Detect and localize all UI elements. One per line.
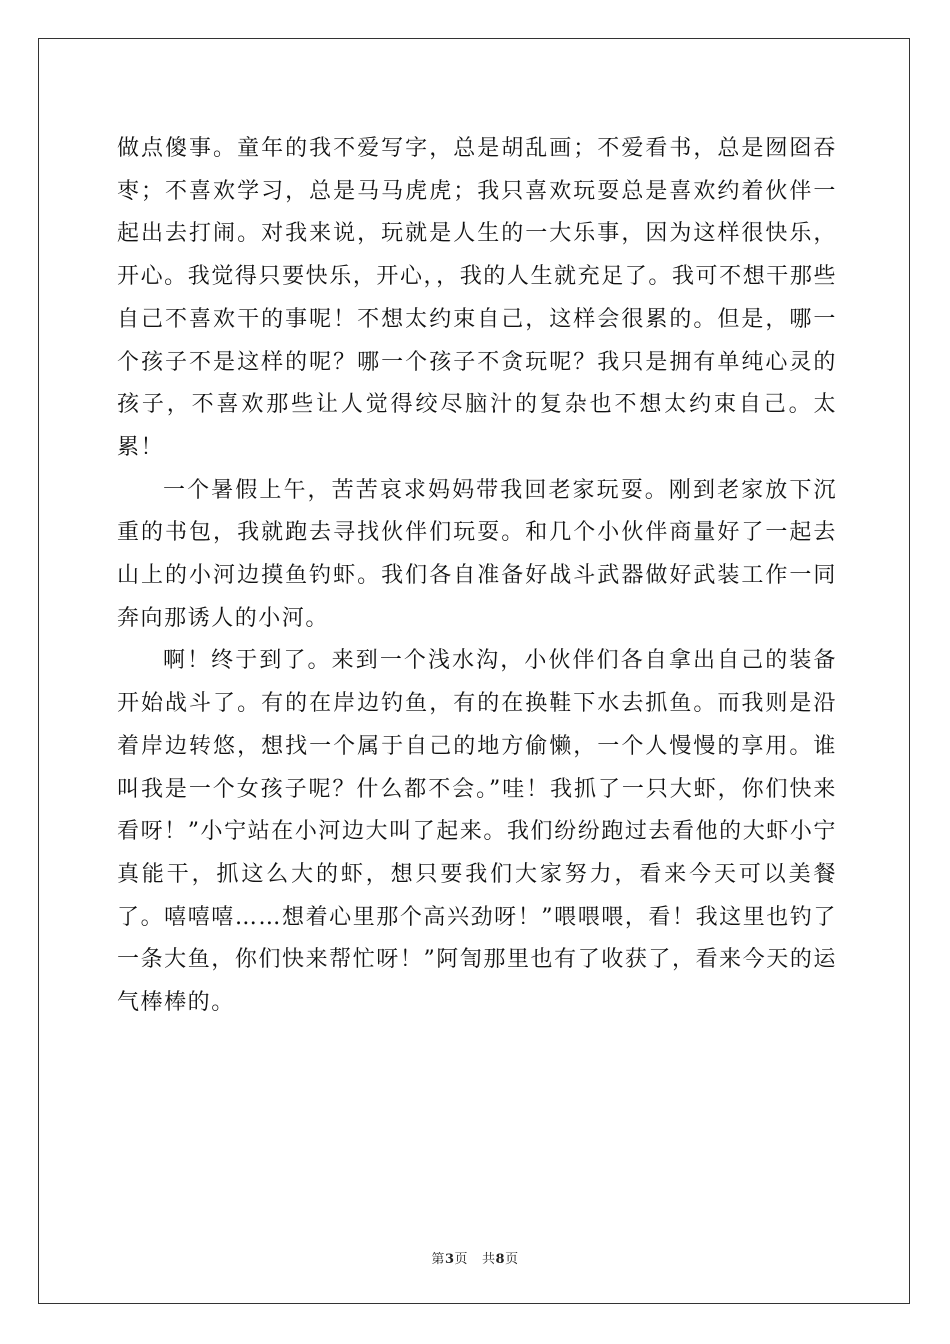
paragraph-3: 啊！终于到了。来到一个浅水沟，小伙伴们各自拿出自己的装备开始战斗了。有的在岸边钓鱼，有的在换鞋下水去抓鱼。而我则是沿着岸边转悠，想找一个属于自己的地方偷懒，一个人慢慢的享用。谁叫我是一个女孩子呢？什么都不会。”哇！我抓了一只大虾，你们快来看呀！”小宁站在小河边大叫了起来。我们纷纷跑过去看他的大虾小宁真能干，抓这么大的虾，想只要我们大家努力，看来今天可以美餐了。嘻嘻嘻……想着心里那个高兴劲呀！”喂喂喂，看！我这里也钓了一条大鱼，你们快来帮忙呀！”阿訇那里也有了收获了，看来今天的运气棒棒的。 bbox=[117, 648, 837, 1016]
page-number: 3 bbox=[444, 1252, 455, 1267]
paragraph-1: 做点傻事。童年的我不爱写字，总是胡乱画；不爱看书，总是囫囵吞枣；不喜欢学习，总是马马虎虎；我只喜欢玩耍总是喜欢约着伙伴一起出去打闹。对我来说，玩就是人生的一大乐事，因为这样很快乐，开心。我觉得只要快乐，开心，，我的人生就充足了。我可不想干那些自己不喜欢干的事呢！不想太约束自己，这样会很累的。但是，哪一个孩子不是这样的呢？哪一个孩子不贪玩呢？我只是拥有单纯心灵的孩子，不喜欢那些让人觉得绞尽脑汁的复杂也不想太约束自己。太累！ bbox=[117, 136, 837, 460]
page-suffix: 页 bbox=[454, 1252, 468, 1267]
paragraph-2: 一个暑假上午，苦苦哀求妈妈带我回老家玩耍。刚到老家放下沉重的书包，我就跑去寻找伙伴们玩耍。和几个小伙伴商量好了一起去山上的小河边摸鱼钓虾。我们各自准备好战斗武器做好武装工作一同奔向那诱人的小河。 bbox=[117, 477, 837, 631]
total-pages: 8 bbox=[495, 1252, 506, 1267]
page-footer bbox=[0, 1248, 950, 1267]
total-prefix: 共 bbox=[482, 1252, 496, 1267]
total-suffix: 页 bbox=[505, 1252, 519, 1267]
document-body bbox=[117, 128, 837, 1025]
page-prefix: 第 bbox=[431, 1252, 445, 1267]
